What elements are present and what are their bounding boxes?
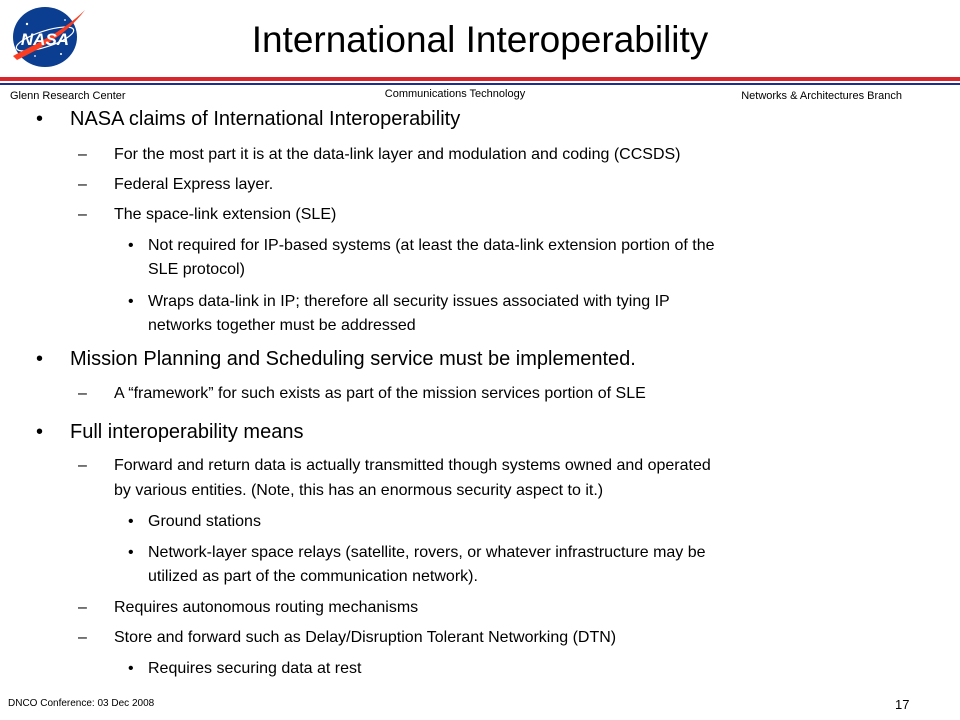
bullet-level3	[128, 236, 715, 256]
dash-mark: –	[78, 599, 87, 616]
bullet-level3	[128, 512, 261, 532]
page-number: 17	[895, 697, 910, 712]
header-right-label: Networks & Architectures Branch	[741, 90, 902, 102]
bullet-mark: •	[128, 293, 134, 310]
bullet-text: Ground stations	[148, 513, 261, 530]
dash-mark: –	[78, 385, 87, 402]
bullet-mark: •	[128, 660, 134, 677]
dash-mark: –	[78, 176, 87, 193]
slide-title: International Interoperability	[251, 19, 709, 60]
bullet-level2	[78, 145, 681, 165]
bullet-continuation: SLE protocol)	[148, 261, 245, 278]
nasa-logo	[5, 4, 87, 68]
bullet-text: Not required for IP-based systems (at least the data-link extension portion of the	[148, 237, 715, 254]
bullet-text: Store and forward such as Delay/Disruption Tolerant Networking (DTN)	[114, 629, 617, 646]
header-blue-rule	[0, 83, 960, 85]
footer-conference: DNCO Conference: 03 Dec 2008	[8, 698, 155, 709]
bullet-mark: •	[128, 237, 134, 254]
bullet-text: Requires autonomous routing mechanisms	[114, 599, 419, 616]
bullet-level3	[128, 292, 670, 312]
bullet-level1	[36, 420, 303, 444]
bullet-text: Federal Express layer.	[114, 176, 274, 193]
dash-mark: –	[78, 206, 87, 223]
header-center-label: Communications Technology	[384, 88, 526, 100]
dash-mark: –	[78, 629, 87, 646]
bullet-level2	[78, 384, 646, 404]
bullet-text: Full interoperability means	[70, 421, 304, 443]
bullet-level2	[78, 456, 711, 476]
bullet-level1	[36, 107, 460, 131]
bullet-mark: •	[128, 513, 134, 530]
bullet-level3	[128, 659, 361, 679]
bullet-level2	[78, 175, 273, 195]
header-red-rule	[0, 77, 960, 81]
bullet-mark: •	[36, 421, 44, 443]
bullet-text: Mission Planning and Scheduling service must be implemented.	[70, 348, 636, 370]
bullet-continuation: networks together must be addressed	[148, 317, 416, 334]
bullet-text: Network-layer space relays (satellite, rovers, or whatever infrastructure may be	[148, 544, 706, 561]
logo-text: NASA	[20, 30, 70, 49]
bullet-mark: •	[36, 108, 44, 130]
bullet-text: The space-link extension (SLE)	[114, 206, 337, 223]
bullet-level2	[78, 628, 616, 648]
bullet-level2	[78, 598, 418, 618]
bullet-text: Wraps data-link in IP; therefore all security issues associated with tying IP	[148, 293, 670, 310]
bullet-text: Forward and return data is actually transmitted though systems owned and operated	[114, 457, 711, 474]
bullet-mark: •	[128, 544, 134, 561]
bullet-level2	[78, 205, 336, 225]
bullet-text: NASA claims of International Interoperability	[70, 108, 461, 130]
dash-mark: –	[78, 146, 87, 163]
bullet-mark: •	[36, 348, 44, 370]
header-left-label: Glenn Research Center	[10, 90, 126, 102]
bullet-text: Requires securing data at rest	[148, 660, 362, 677]
bullet-level1	[36, 347, 636, 371]
bullet-continuation: utilized as part of the communication network).	[148, 568, 478, 585]
bullet-level3	[128, 543, 706, 563]
bullet-continuation: by various entities. (Note, this has an enormous security aspect to it.)	[114, 482, 604, 499]
bullet-text: A “framework” for such exists as part of the mission services portion of SLE	[114, 385, 646, 402]
bullet-text: For the most part it is at the data-link layer and modulation and coding (CCSDS)	[114, 146, 681, 163]
dash-mark: –	[78, 457, 87, 474]
